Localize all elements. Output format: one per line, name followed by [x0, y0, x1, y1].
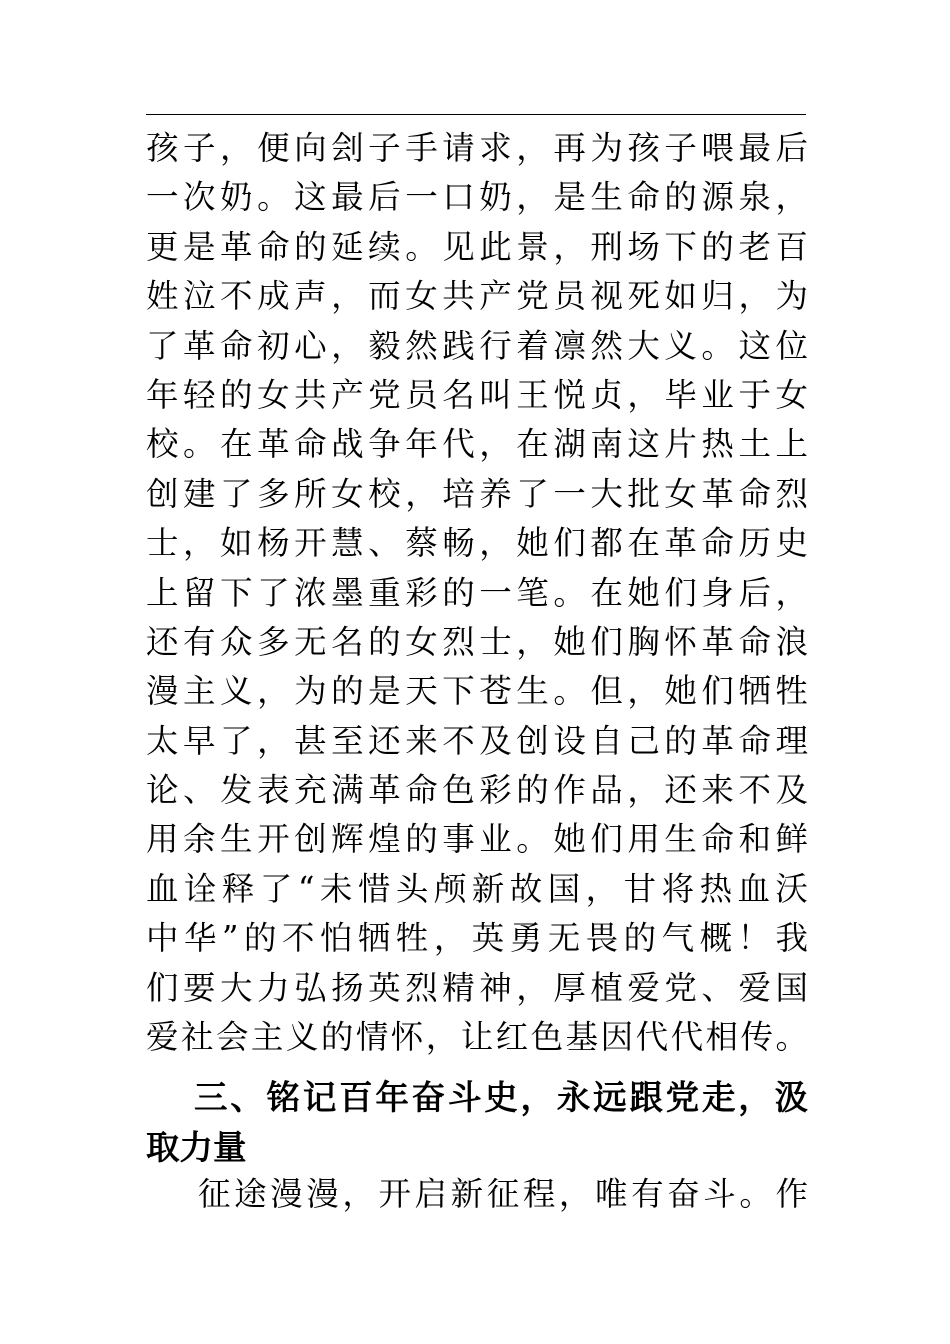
text-line: 创建了多所女校，培养了一大批女革命烈 — [146, 474, 808, 513]
text-line: 还有众多无名的女烈士，她们胸怀革命浪 — [146, 622, 808, 661]
text-line: 征途漫漫，开启新征程，唯有奋斗。作 — [198, 1175, 808, 1213]
body-paragraph — [146, 124, 808, 1062]
text-line: 血诠释了“未惜头颅新故国，甘将热血沃 — [146, 869, 808, 908]
text-line: 姓泣不成声，而女共产党员视死如归，为 — [146, 277, 808, 316]
next-paragraph — [146, 1170, 808, 1219]
text-line: 更是革命的延续。见此景，刑场下的老百 — [146, 227, 808, 266]
text-line: 太早了，甚至还来不及创设自己的革命理 — [146, 721, 808, 760]
text-line: 士，如杨开慧、蔡畅，她们都在革命历史 — [146, 524, 808, 563]
header-rule — [146, 114, 806, 115]
text-line: 了革命初心，毅然践行着凛然大义。这位 — [146, 326, 808, 365]
text-line: 漫主义，为的是天下苍生。但，她们牺牲 — [146, 672, 808, 711]
text-line: 年轻的女共产党员名叫王悦贞，毕业于女 — [146, 375, 808, 414]
text-line: 用余生开创辉煌的事业。她们用生命和鲜 — [146, 820, 808, 859]
text-line: 论、发表充满革命色彩的作品，还来不及 — [146, 771, 808, 810]
text-line: 孩子，便向刽子手请求，再为孩子喂最后 — [146, 129, 808, 167]
heading-line: 取力量 — [146, 1128, 247, 1167]
text-line: 们要大力弘扬英烈精神，厚植爱党、爱国 — [146, 968, 808, 1007]
text-line: 校。在革命战争年代，在湖南这片热土上 — [146, 425, 808, 464]
section-heading — [146, 1073, 808, 1173]
text-line: 一次奶。这最后一口奶，是生命的源泉， — [146, 178, 808, 217]
heading-line: 三、铭记百年奋斗史，永远跟党走，汲 — [194, 1078, 808, 1117]
text-line: 爱社会主义的情怀，让红色基因代代相传。 — [146, 1018, 808, 1057]
text-line: 中华”的不怕牺牲，英勇无畏的气概！我 — [146, 919, 808, 958]
text-line: 上留下了浓墨重彩的一笔。在她们身后， — [146, 573, 808, 612]
